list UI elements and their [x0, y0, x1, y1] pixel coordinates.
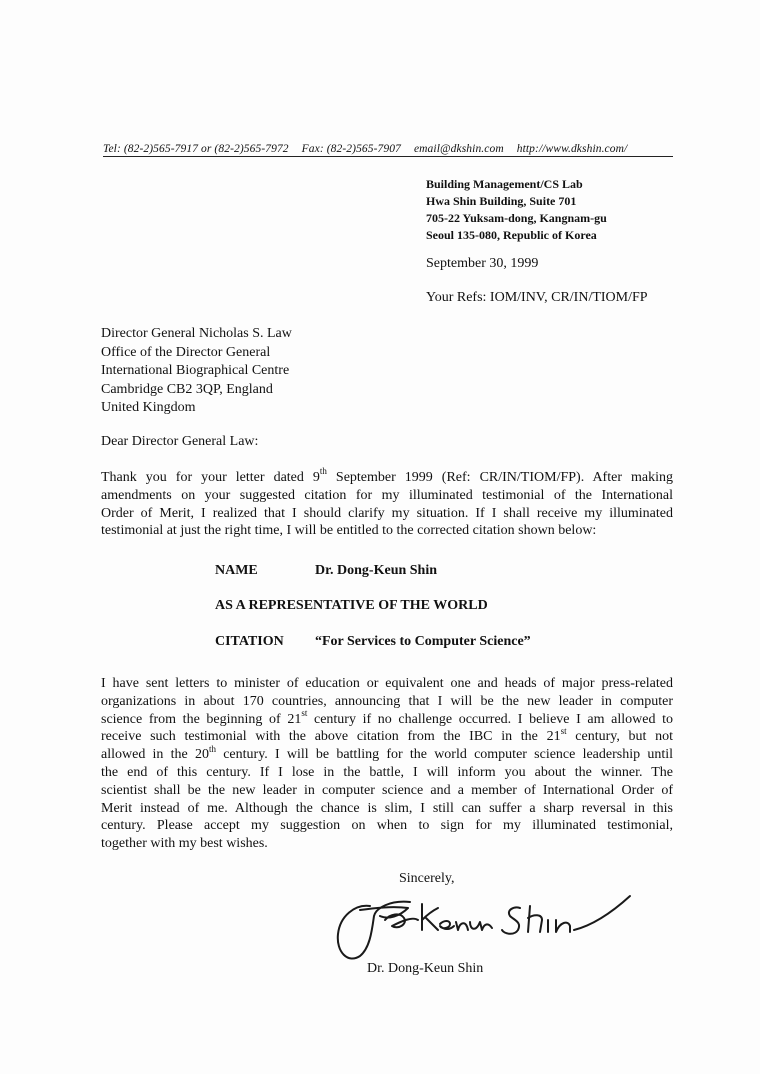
paragraph-line: Merit instead of me. Although the chance is slim, I still can suffer a sharp reversal in this — [101, 800, 673, 816]
paragraph-line — [101, 725, 673, 746]
paragraph-line — [101, 466, 673, 487]
paragraph-line: testimonial at just the right time, I will be entitled to the corrected citation shown below: — [101, 523, 597, 539]
citation-name-value: Dr. Dong-Keun Shin — [315, 563, 438, 578]
superscript: th — [208, 743, 216, 754]
paragraph-line: organizations in about 170 countries, announcing that I will be the new leader in computer — [101, 693, 673, 709]
text-run: Thank you for your letter dated 9 — [101, 470, 320, 485]
paragraph-line: century. Please accept my suggestion on when to sign for my illuminated testimonial, — [101, 818, 673, 834]
body-paragraph-2 — [101, 675, 673, 853]
closing: Sincerely, — [399, 871, 455, 886]
recipient-line: International Biographical Centre — [101, 363, 290, 378]
recipient-address — [101, 325, 292, 418]
recipient-line: Director General Nicholas S. Law — [101, 326, 292, 341]
paragraph-line — [101, 707, 674, 729]
superscript: st — [301, 707, 308, 718]
paragraph-line — [101, 743, 674, 764]
text-run: receive such testimonial with the above citation from the IBC in the 21 — [101, 729, 561, 745]
paragraph-line: together with my best wishes. — [101, 836, 268, 852]
letter-refs: Your Refs: IOM/INV, CR/IN/TIOM/FP — [426, 290, 648, 305]
salutation: Dear Director General Law: — [101, 434, 259, 449]
sender-line: Hwa Shin Building, Suite 701 — [426, 194, 577, 208]
sender-line: Building Management/CS Lab — [426, 177, 583, 191]
letter-date: September 30, 1999 — [426, 256, 539, 271]
text-run: century, but not — [566, 729, 673, 745]
header-email: email@dkshin.com — [413, 143, 504, 155]
text-run: century if no challenge occurred. I believe I am allowed to — [307, 711, 674, 727]
body-paragraph-1 — [101, 466, 673, 540]
text-run: century. I will be battling for the world computer science leadership until — [216, 747, 674, 763]
text-run: allowed in the 20 — [101, 747, 209, 763]
recipient-line: Cambridge CB2 3QP, England — [101, 381, 273, 397]
citation-row — [215, 634, 531, 650]
superscript: st — [560, 725, 567, 736]
paragraph-line: the end of this century. If I lose in the battle, I will inform you about the winner. The — [101, 764, 673, 780]
header-fax: Fax: (82-2)565-7907 — [301, 143, 401, 155]
header-tel: Tel: (82-2)565-7917 or (82-2)565-7972 — [103, 143, 289, 155]
paragraph-line: scientist shall be the new leader in computer science and a member of International Order of — [101, 782, 673, 798]
sender-line: 705-22 Yuksam-dong, Kangnam-gu — [426, 211, 607, 225]
sender-address — [426, 176, 607, 244]
signature-icon — [330, 886, 640, 966]
citation-representative: AS A REPRESENTATIVE OF THE WORLD — [215, 598, 488, 613]
superscript: th — [319, 466, 327, 477]
citation-value: “For Services to Computer Science” — [315, 634, 531, 649]
citation-name-row — [215, 563, 437, 579]
recipient-line: Office of the Director General — [101, 344, 271, 360]
sender-line: Seoul 135-080, Republic of Korea — [426, 228, 597, 242]
citation-label: CITATION — [215, 634, 284, 649]
header-website: http://www.dkshin.com/ — [516, 143, 628, 155]
contact-header — [103, 143, 673, 157]
paragraph-line: amendments on your suggested citation for my illuminated testimonial of the International — [101, 487, 673, 503]
text-run: September 1999 (Ref: CR/IN/TIOM/FP). After making — [326, 470, 673, 485]
paragraph-line: I have sent letters to minister of education or equivalent one and heads of major press-related — [101, 676, 673, 691]
signer-name: Dr. Dong-Keun Shin — [367, 961, 484, 976]
recipient-line: United Kingdom — [101, 400, 196, 415]
paragraph-line: Order of Merit, I realized that I should clarify my situation. If I shall receive my illuminated — [101, 505, 673, 521]
text-run: science from the beginning of 21 — [101, 711, 302, 727]
citation-name-label: NAME — [215, 563, 258, 578]
